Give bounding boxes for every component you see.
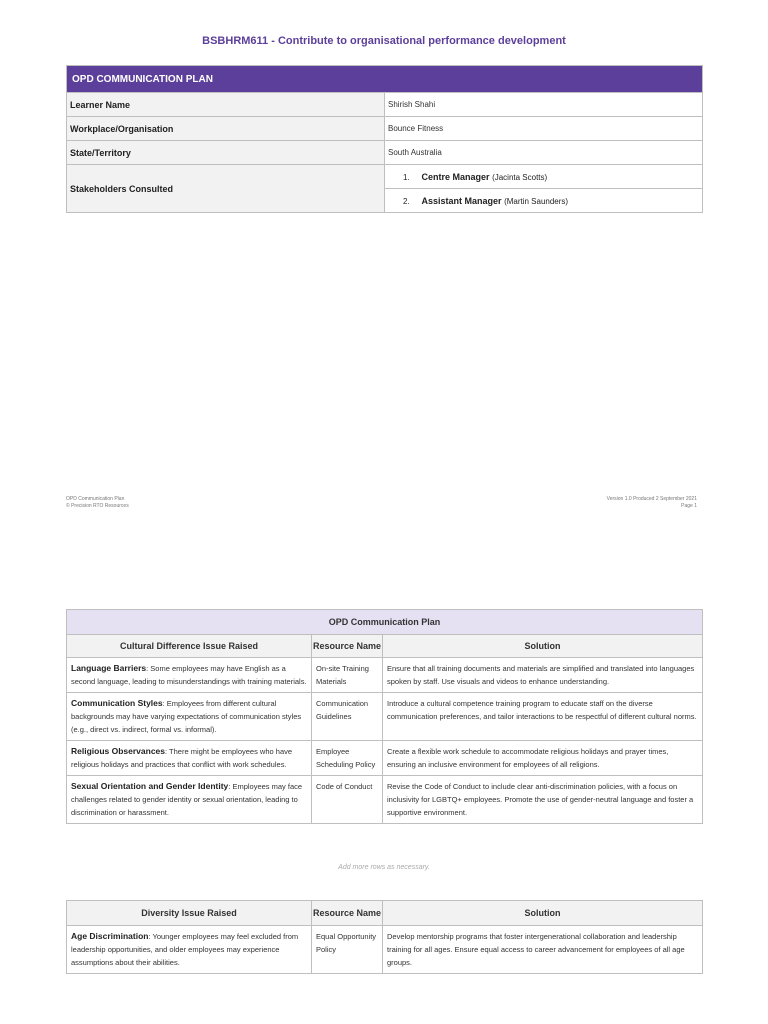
communication-plan-table	[66, 65, 703, 213]
footer-right	[607, 496, 697, 510]
footer-left	[66, 496, 129, 510]
list-number: 2.	[403, 196, 410, 206]
column-header: Solution	[383, 901, 703, 926]
solution-cell: Create a flexible work schedule to accommodate religious holidays and prayer times, ensuring an inclusive environment for employees of all religions.	[383, 741, 703, 776]
resource-cell: On-site Training Materials	[312, 658, 383, 693]
footer-doc-name: OPD Communication Plan	[66, 496, 125, 502]
workplace-value: Bounce Fitness	[385, 117, 703, 141]
stakeholder-role: Centre Manager	[421, 171, 490, 182]
resource-cell: Code of Conduct	[312, 776, 383, 824]
workplace-label: Workplace/Organisation	[67, 117, 385, 141]
state-label: State/Territory	[67, 141, 385, 165]
table-row	[67, 926, 703, 974]
state-value: South Australia	[385, 141, 703, 165]
list-number: 1.	[403, 172, 410, 182]
solution-cell: Revise the Code of Conduct to include clear anti-discrimination policies, with a focus on inclusivity for LGBTQ+ employees. Promote the use of gender-neutral language and foster a supportive environment.	[383, 776, 703, 824]
solution-cell: Develop mentorship programs that foster intergenerational collaboration and leadership training for all ages. Ensure equal access to career advancement for employees of all age groups.	[383, 926, 703, 974]
add-rows-note: Add more rows as necessary.	[338, 864, 430, 871]
table-row	[67, 141, 703, 165]
footer-copyright: © Precision RTO Resources	[66, 503, 129, 509]
solution-cell: Ensure that all training documents and materials are simplified and translated into languages spoken by staff. Use visuals and videos to enhance understanding.	[383, 658, 703, 693]
table-row	[67, 776, 703, 824]
issue-title: Communication Styles	[71, 698, 163, 708]
issue-cell	[67, 693, 312, 741]
stakeholder-name: (Jacinta Scotts)	[492, 172, 548, 182]
issue-title: Age Discrimination	[71, 931, 149, 941]
table-row	[67, 93, 703, 117]
issue-text: : Some employees may have English as a second language, leading to misunderstandings with training materials.	[71, 664, 307, 686]
stakeholder-item	[385, 165, 703, 189]
stakeholder-name: (Martin Saunders)	[504, 196, 569, 206]
table-row	[67, 165, 703, 189]
diversity-issue-table	[66, 900, 703, 974]
issue-text: : Employees from different cultural backgrounds may have varying expectations of communication styles (e.g., direct vs. indirect, formal vs. informal).	[71, 699, 302, 734]
issue-title: Religious Observances	[71, 746, 166, 756]
learner-name-value: Shirish Shahi	[385, 93, 703, 117]
resource-cell: Equal Opportunity Policy	[312, 926, 383, 974]
table-row	[67, 117, 703, 141]
footer-version: Version 1.0 Produced 2 September 2021	[606, 496, 697, 502]
stakeholders-label: Stakeholders Consulted	[67, 165, 385, 213]
footer-page-number: Page 1	[681, 503, 697, 509]
column-header: Diversity Issue Raised	[67, 901, 312, 926]
cultural-difference-table	[66, 609, 703, 824]
issue-cell	[67, 926, 312, 974]
table-row	[67, 693, 703, 741]
issue-cell	[67, 776, 312, 824]
table-row	[67, 658, 703, 693]
issue-cell	[67, 658, 312, 693]
column-header: Resource Name	[312, 901, 383, 926]
issue-text: : Younger employees may feel excluded from leadership opportunities, and older employees may experience assumptions about their abilities.	[71, 932, 299, 967]
plan-heading: OPD COMMUNICATION PLAN	[67, 66, 703, 93]
cultural-table-caption: OPD Communication Plan	[67, 610, 703, 635]
issue-text: : There might be employees who have religious holidays and practices that conflict with work schedules.	[71, 747, 293, 769]
solution-cell: Introduce a cultural competence training program to educate staff on the diverse communication preferences, and tailor interactions to be respectful of different cultural norms.	[383, 693, 703, 741]
issue-title: Sexual Orientation and Gender Identity	[71, 781, 229, 791]
stakeholder-item	[385, 189, 703, 213]
resource-cell: Employee Scheduling Policy	[312, 741, 383, 776]
table-row	[67, 741, 703, 776]
stakeholder-role: Assistant Manager	[421, 195, 502, 206]
issue-text: : Employees may face challenges related to gender identity or sexual orientation, leading to discrimination or harassment.	[71, 782, 303, 817]
column-header: Solution	[383, 635, 703, 658]
column-header: Resource Name	[312, 635, 383, 658]
learner-name-label: Learner Name	[67, 93, 385, 117]
column-header: Cultural Difference Issue Raised	[67, 635, 312, 658]
resource-cell: Communication Guidelines	[312, 693, 383, 741]
document-title: BSBHRM611 - Contribute to organisational performance development	[202, 35, 566, 47]
issue-title: Language Barriers	[71, 663, 147, 673]
issue-cell	[67, 741, 312, 776]
